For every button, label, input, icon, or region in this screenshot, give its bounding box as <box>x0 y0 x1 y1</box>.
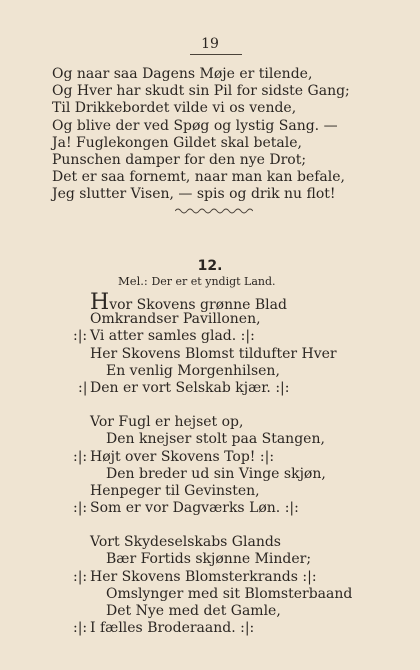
song-line <box>90 290 352 315</box>
song-line-text: Vort Skydeselskabs Glands <box>90 534 281 551</box>
song-line <box>73 500 352 517</box>
song-line-text: Vi atter samles glad. :|: <box>90 328 255 345</box>
repeat-sign: :|: <box>73 448 88 465</box>
song-line <box>90 311 352 328</box>
repeat-sign: :| <box>78 379 88 396</box>
song-line <box>90 346 352 363</box>
page-number-rule <box>190 54 242 55</box>
song-line-text: Omslynger med sit Blomsterbaand <box>106 585 353 602</box>
ornament-divider <box>175 206 253 216</box>
previous-song-stanza <box>52 66 350 204</box>
repeat-sign: :|: <box>73 568 88 585</box>
poem-line: Og Hver har skudt sin Pil for sidste Gang; <box>52 83 350 100</box>
song-line-text: Den breder ud sin Vinge skjøn, <box>106 465 326 482</box>
poem-line: Ja! Fuglekongen Gildet skal betale, <box>52 134 302 151</box>
song-line-text: Bær Fortids skjønne Minder; <box>106 551 312 568</box>
song-number: 12. <box>197 258 223 274</box>
song-line <box>73 448 352 466</box>
melody-line <box>118 274 276 288</box>
initial-letter: H <box>90 290 110 315</box>
song-line-text: Vor Fugl er hejset op, <box>90 414 244 431</box>
poem-line: Det er saa fornemt, naar man kan befale, <box>52 169 345 186</box>
song-line-text: Omkrandser Pavillonen, <box>90 311 261 328</box>
song-line <box>90 363 352 380</box>
repeat-sign: :|: <box>73 620 88 637</box>
song-line <box>90 586 352 603</box>
song-line <box>90 431 352 448</box>
song-stanza <box>73 534 353 637</box>
song-line <box>73 328 352 345</box>
song-body <box>73 290 353 637</box>
song-line-text: Det Nye med det Gamle, <box>106 603 281 619</box>
poem-line: Punschen damper for den nye Drot; <box>52 151 307 168</box>
song-line <box>90 603 352 620</box>
song-line-text: I fælles Broderaand. :|: <box>90 620 255 637</box>
song-line-text: Som er vor Dagværks Løn. :|: <box>90 500 299 517</box>
melody-prefix: Mel.: <box>118 274 148 288</box>
song-line <box>90 466 352 483</box>
song-line <box>90 551 352 568</box>
song-line-text: Højt over Skovens Top! :|: <box>90 448 275 465</box>
repeat-sign: :|: <box>73 500 88 517</box>
song-stanza <box>73 290 352 397</box>
poem-line: Til Drikkebordet vilde vi os vende, <box>52 100 297 117</box>
poem-line: Jeg slutter Visen, — spis og drik nu flot! <box>52 186 336 203</box>
song-line-text: En venlig Morgenhilsen, <box>106 362 280 379</box>
poem-line: Og blive der ved Spøg og lystig Sang. — <box>52 117 338 134</box>
song-line <box>78 379 352 397</box>
song-line <box>73 620 352 637</box>
poem-line: Og naar saa Dagens Møje er tilende, <box>52 66 313 82</box>
song-stanza <box>73 414 352 517</box>
song-line-text: Her Skovens Blomsterkrands :|: <box>90 568 317 585</box>
song-line-text: Henpeger til Gevinsten, <box>90 482 260 499</box>
song-line-text: Den knejser stolt paa Stangen, <box>106 431 325 448</box>
page-number: 19 <box>201 36 219 52</box>
song-line <box>90 534 352 551</box>
song-line-text: Den er vort Selskab kjær. :|: <box>90 379 290 396</box>
repeat-sign: :|: <box>73 328 88 345</box>
song-line <box>90 483 352 500</box>
song-line-text: Her Skovens Blomst tildufter Hver <box>90 345 337 362</box>
song-line <box>90 414 352 431</box>
melody-name: Der er et yndigt Land. <box>151 275 276 288</box>
song-line-text: vor Skovens grønne Blad <box>109 297 287 313</box>
song-line <box>73 568 352 586</box>
